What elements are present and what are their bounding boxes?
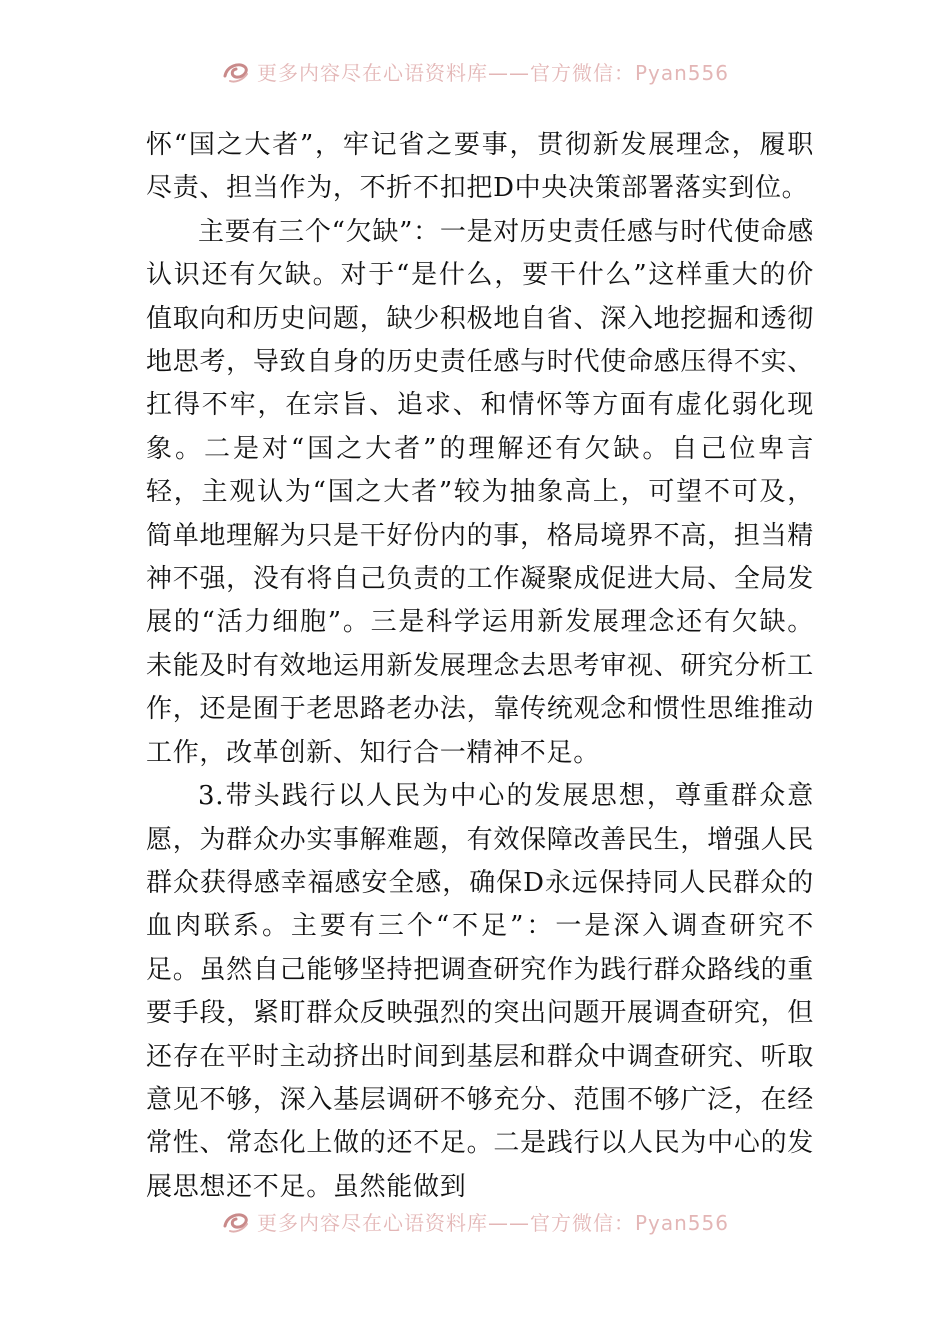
footer-watermark (0, 1206, 950, 1236)
swirl-logo-icon (221, 58, 251, 84)
swirl-logo-icon (221, 1208, 251, 1234)
paragraph-item-3: 3.带头践行以人民为中心的发展思想，尊重群众意愿，为群众办实事解难题，有效保障改善民生，增强人民群众获得感幸福感安全感，确保D永远保持同人民群众的血肉联系。主要有三个“不足”：一是深入调查研究不足。虽然自己能够坚持把调查研究作为践行群众路线的重要手段，紧盯群众反映强烈的突出问题开展调查研究，但还存在平时主动挤出时间到基层和群众中调查研究、听取意见不够，深入基层调研不够充分、范围不够广泛，在经常性、常态化上做的还不足。二是践行以人民为中心的发展思想还不足。虽然能做到 (146, 781, 814, 1202)
document-body (146, 124, 814, 1209)
header-watermark (0, 56, 950, 86)
watermark-text: 更多内容尽在心语资料库——官方微信：Pyan556 (256, 1210, 729, 1235)
paragraph-continuation: 怀“国之大者”，牢记省之要事，贯彻新发展理念，履职尽责、担当作为，不折不扣把D中央决策部署落实到位。 (146, 130, 814, 204)
watermark-text: 更多内容尽在心语资料库——官方微信：Pyan556 (256, 60, 729, 85)
paragraph-three-deficiencies: 主要有三个“欠缺”：一是对历史责任感与时代使命感认识还有欠缺。对于“是什么，要干什么”这样重大的价值取向和历史问题，缺少积极地自省、深入地挖掘和透彻地思考，导致自身的历史责任感与时代使命感压得不实、扛得不牢，在宗旨、追求、和情怀等方面有虚化弱化现象。二是对“国之大者”的理解还有欠缺。自己位卑言轻，主观认为“国之大者”较为抽象高上，可望不可及，简单地理解为只是干好份内的事，格局境界不高，担当精神不强，没有将自己负责的工作凝聚成促进大局、全局发展的“活力细胞”。三是科学运用新发展理念还有欠缺。未能及时有效地运用新发展理念去思考审视、研究分析工作，还是囿于老思路老办法，靠传统观念和惯性思维推动工作，改革创新、知行合一精神不足。 (146, 216, 814, 768)
